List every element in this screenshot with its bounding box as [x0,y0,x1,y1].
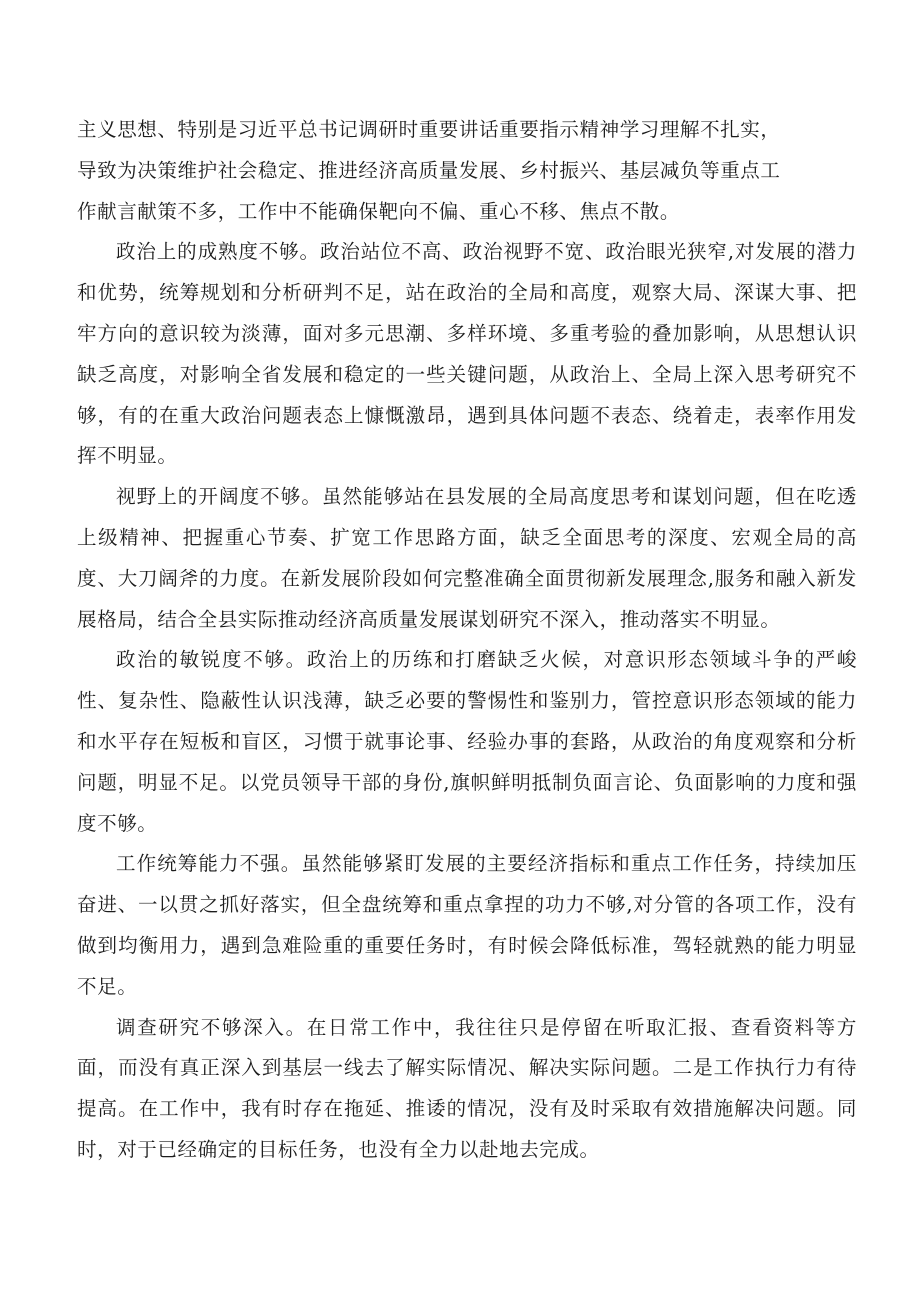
paragraph-political-maturity: 政治上的成熟度不够。政治站位不高、政治视野不宽、政治眼光狭窄,对发展的潜力和优势，统筹规划和分析研判不足，站在政治的全局和高度，观察大局、深谋大事、把牢方向的意识较为淡薄，面对多元思潮、多样环境、多重考验的叠加影响，从思想认识缺乏高度，对影响全省发展和稳定的一些关键问题，从政治上、全局上深入思考研究不够，有的在重大政治问题表态上慷慨激昂，遇到具体问题不表态、绕着走，表率作用发挥不明显。 [77,240,857,468]
paragraph-vision-breadth: 视野上的开阔度不够。虽然能够站在县发展的全局高度思考和谋划问题，但在吃透上级精神、把握重心节奏、扩宽工作思路方面，缺乏全面思考的深度、宏观全局的高度、大刀阔斧的力度。在新发展阶段如何完整准确全面贯彻新发展理念,服务和融入新发展格局，结合全县实际推动经济高质量发展谋划研究不深入，推动落实不明显。 [77,485,857,631]
lead-line-2: 导致为决策维护社会稳定、推进经济高质量发展、乡村振兴、基层减负等重点工 [77,158,781,182]
paragraph-investigation-research: 调查研究不够深入。在日常工作中，我往往只是停留在听取汇报、查看资料等方面，而没有真正深入到基层一线去了解实际情况、解决实际问题。二是工作执行力有待提高。在工作中，我有时存在拖延、推诿的情况，没有及时采取有效措施解决问题。同时，对于已经确定的目标任务，也没有全力以赴地去完成。 [77,1015,857,1161]
paragraph-political-sensitivity: 政治的敏锐度不够。政治上的历练和打磨缺乏火候，对意识形态领域斗争的严峻性、复杂性、隐蔽性认识浅薄，缺乏必要的警惕性和鉴别力，管控意识形态领域的能力和水平存在短板和盲区，习惯于就事论事、经验办事的套路，从政治的角度观察和分析问题，明显不足。以党员领导干部的身份,旗帜鲜明抵制负面言论、负面影响的力度和强度不够。 [77,648,857,835]
document-body [77,110,857,1171]
paragraph-work-coordination: 工作统筹能力不强。虽然能够紧盯发展的主要经济指标和重点工作任务，持续加压奋进、一以贯之抓好落实，但全盘统筹和重点拿捏的功力不够,对分管的各项工作，没有做到均衡用力，遇到急难险重的重要任务时，有时候会降低标准，驾轻就熟的能力明显不足。 [77,852,857,998]
lead-line-3: 作献言献策不多，工作中不能确保靶向不偏、重心不移、焦点不散。 [77,199,681,223]
lead-paragraph [77,110,857,232]
lead-line-1: 主义思想、特别是习近平总书记调研时重要讲话重要指示精神学习理解不扎实， [77,118,781,141]
